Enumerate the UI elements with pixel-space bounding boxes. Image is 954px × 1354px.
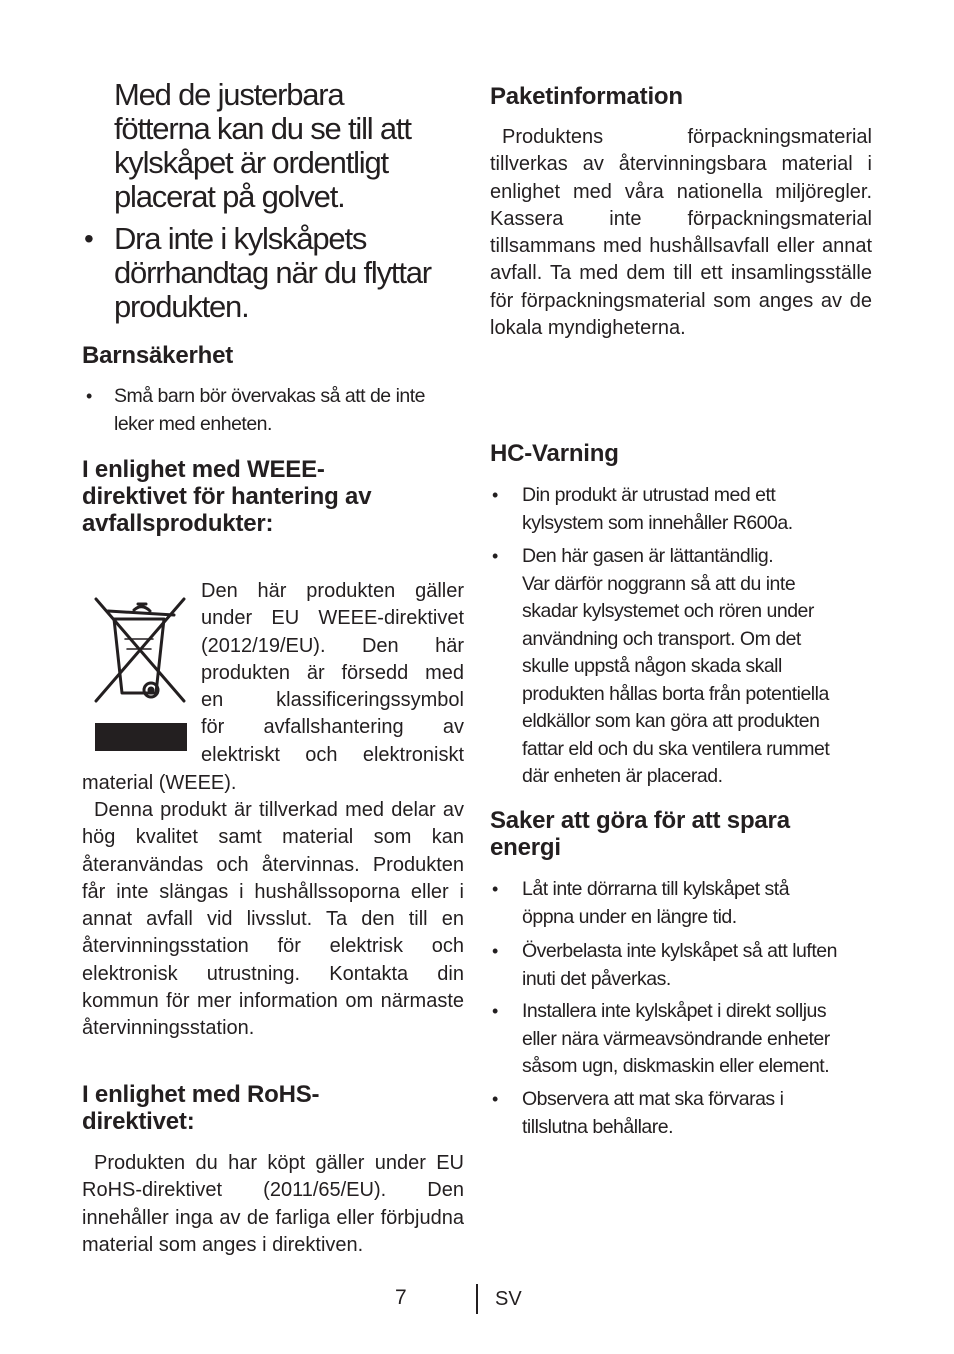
intro-line-2: fötterna kan du se till att <box>114 111 411 146</box>
hc-b2-line-3: skadar kylsystemet och rören under <box>522 600 814 622</box>
weee-heading-line-2: direktivet för hantering av <box>82 483 372 510</box>
intro-bullet-line-3: produkten. <box>114 289 249 324</box>
weee-line-4: produkten är försedd med <box>201 661 464 684</box>
intro-line-4: placerat på golvet. <box>114 179 345 214</box>
footer-divider <box>476 1284 478 1314</box>
rohs-heading <box>82 1081 464 1135</box>
bullet-icon: • <box>492 941 498 961</box>
energy-heading-line-2: energi <box>490 834 561 861</box>
intro-bullet <box>82 222 474 324</box>
weee-line-6: för avfallshantering av <box>201 716 464 739</box>
bullet-icon: • <box>84 223 93 254</box>
energy-heading-line-1: Saker att göra för att spara <box>490 807 790 834</box>
energy-b4-line-2: tillslutna behållare. <box>522 1115 674 1138</box>
hc-b1-line-1: Din produkt är utrustad med ett <box>522 484 776 506</box>
weee-paragraph-end: material (WEEE). <box>82 772 237 794</box>
energy-b3-line-3: såsom ugn, diskmaskin eller element. <box>522 1055 830 1077</box>
intro-text <box>114 78 474 214</box>
weee-line-1: Den här produkten gäller <box>201 580 464 602</box>
energy-b1-line-2: öppna under en längre tid. <box>522 905 737 928</box>
child-safety-line-2: leker med enheten. <box>114 412 272 435</box>
bullet-icon: • <box>492 1089 498 1109</box>
language-code: SV <box>495 1288 522 1310</box>
rohs-heading-line-1: I enlighet med RoHS- <box>82 1081 320 1108</box>
child-safety-heading: Barnsäkerhet <box>82 342 234 369</box>
package-paragraph: Produktens förpackningsmaterial tillverkas av återvinningsbara material i enlighet med våra nationella miljöregler. Kassera inte förpackningsmaterial tillsammans med hushållsavfall eller annat avfall. Ta med dem till ett insamlingsställe för förpackningsmaterial som anges av de lokala myndigheterna. <box>490 126 872 340</box>
energy-b3-line-1: Installera inte kylskåpet i direkt solljus <box>522 1000 827 1022</box>
intro-bullet-line-2: dörrhandtag när du flyttar <box>114 255 431 290</box>
weee-paragraph-wrapped <box>201 578 464 769</box>
weee-line-2: under EU WEEE-direktivet <box>201 607 464 630</box>
energy-b2-line-1: Överbelasta inte kylskåpet så att luften <box>522 940 837 962</box>
energy-bullet-2 <box>490 938 872 994</box>
hc-b2-line-8: fattar eld och du ska ventilera rummet <box>522 737 830 760</box>
hc-bullet-2 <box>490 543 872 793</box>
bullet-icon: • <box>86 386 92 406</box>
intro-line-1: Med de justerbara <box>114 77 344 112</box>
page-number: 7 <box>395 1286 407 1309</box>
weee-heading-line-1: I enlighet med WEEE- <box>82 456 325 483</box>
child-safety-bullet <box>82 383 464 439</box>
hc-b2-line-9: där enheten är placerad. <box>522 765 723 787</box>
energy-bullet-3 <box>490 998 872 1082</box>
hc-b1-line-2: kylsystem som innehåller R600a. <box>522 511 793 534</box>
hc-b2-line-7: eldkällor som kan göra att produkten <box>522 710 820 732</box>
hc-b2-line-6: produkten hållas borta från potentiella <box>522 682 829 705</box>
weee-line-3: (2012/19/EU). Den här <box>201 634 464 657</box>
weee-heading-line-3: avfallsprodukter: <box>82 510 274 537</box>
bullet-icon: • <box>492 879 498 899</box>
energy-b1-line-1: Låt inte dörrarna till kylskåpet stå <box>522 878 790 900</box>
hc-b2-line-4: användning och transport. Om det <box>522 627 801 650</box>
energy-bullet-1 <box>490 876 872 932</box>
intro-bullet-line-1: Dra inte i kylskåpets <box>114 221 367 256</box>
child-safety-line-1: Små barn bör övervakas så att de inte <box>114 385 426 407</box>
energy-b2-line-2: inuti det påverkas. <box>522 967 671 990</box>
hc-heading: HC-Varning <box>490 440 619 467</box>
intro-line-3: kylskåpet är ordentligt <box>114 145 388 180</box>
energy-b3-line-2: eller nära värmeavsöndrande enheter <box>522 1027 830 1050</box>
bullet-icon: • <box>492 485 498 505</box>
rohs-paragraph: Produkten du har köpt gäller under EU RoHS-direktivet (2011/65/EU). Den innehåller inga av de farliga eller förbjudna material som anges i direktiven. <box>82 1152 464 1256</box>
rohs-heading-line-2: direktivet: <box>82 1108 195 1135</box>
weee-line-7: elektriskt och elektroniskt <box>201 743 464 766</box>
energy-heading <box>490 807 872 861</box>
hc-b2-line-2: Var därför noggrann så att du inte <box>522 572 796 595</box>
energy-bullet-4 <box>490 1086 872 1142</box>
weee-line-5: en klassificeringssymbol <box>201 689 464 712</box>
hc-b2-line-1: Den här gasen är lättantändlig. <box>522 545 774 567</box>
weee-paragraph-2: Denna produkt är tillverkad med delar av hög kvalitet samt material som kan återanvändas och återvinnas. Produkten får inte slängas i hushållssoporna eller i annat avfall vid livsslut. Ta den till en återvinningsstation för elektrisk och elektronisk utrustning. Kontakta din kommun för mer information om närmaste återvinningsstation. <box>82 799 464 1040</box>
hc-b2-line-5: skulle uppstå någon skada skall <box>522 655 782 677</box>
bullet-icon: • <box>492 1001 498 1021</box>
energy-b4-line-1: Observera att mat ska förvaras i <box>522 1088 784 1110</box>
bullet-icon: • <box>492 546 498 566</box>
hc-bullet-1 <box>490 482 872 538</box>
weee-heading <box>82 456 464 537</box>
crossed-out-wheelie-bin-icon <box>92 595 192 755</box>
package-heading: Paketinformation <box>490 83 683 110</box>
